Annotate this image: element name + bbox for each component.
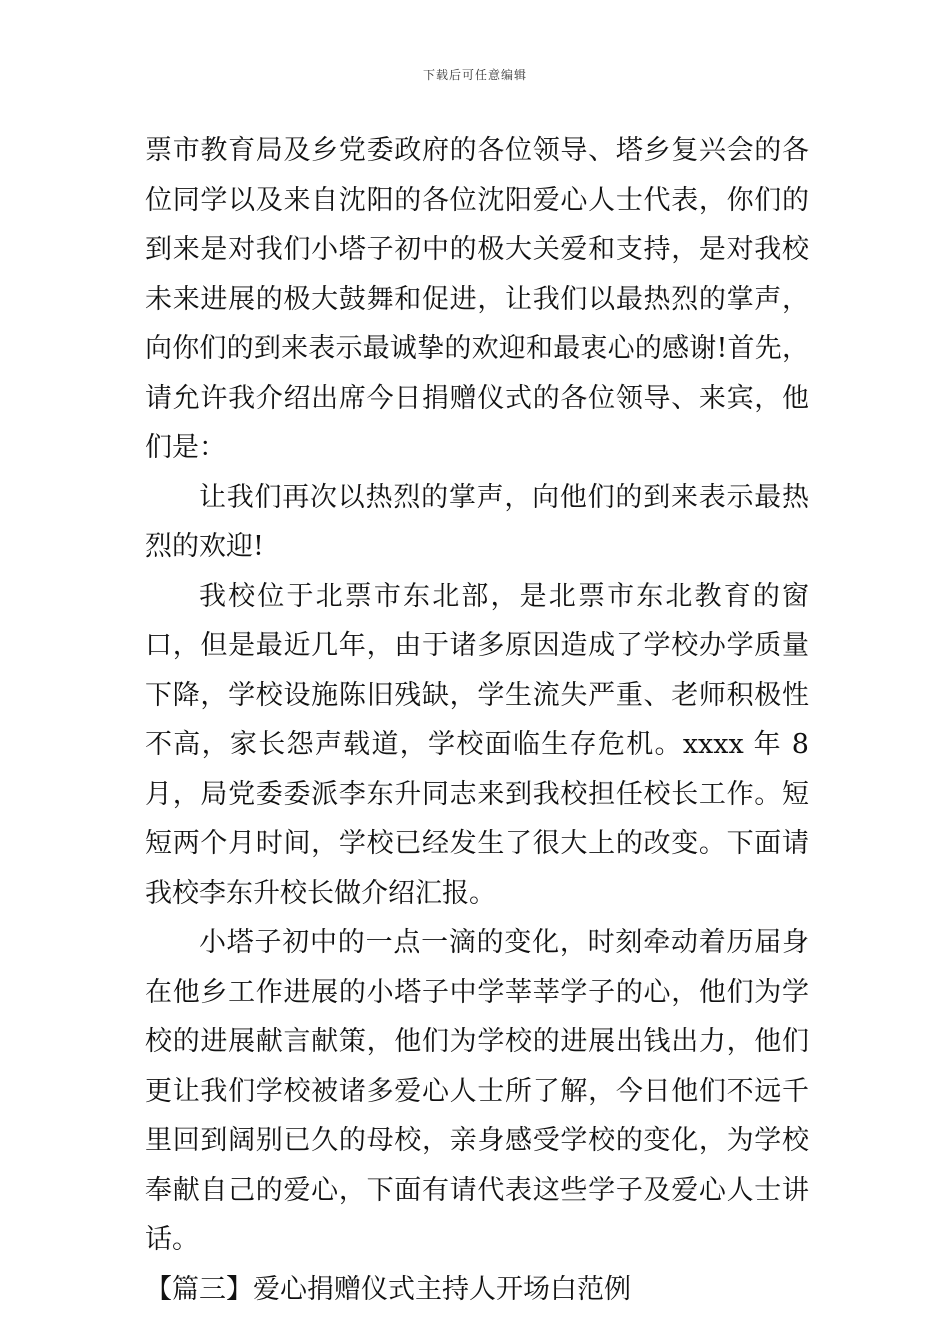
paragraph-continuation: 票市教育局及乡党委政府的各位领导、塔乡复兴会的各位同学以及来自沈阳的各位沈阳爱心人士代表，你们的到来是对我们小塔子初中的极大关爱和支持，是对我校未来进展的极大鼓舞和促进，让我们以最热烈的掌声，向你们的到来表示最诚挚的欢迎和最衷心的感谢!首先，请允许我介绍出席今日捐赠仪式的各位领导、来宾，他们是： bbox=[145, 135, 809, 463]
paragraph-welcome: 让我们再次以热烈的掌声，向他们的到来表示最热烈的欢迎! bbox=[145, 481, 809, 562]
paragraph-school-intro: 我校位于北票市东北部，是北票市东北教育的窗口，但是最近几年，由于诸多原因造成了学校办学质量下降，学校设施陈旧残缺，学生流失严重、老师积极性不高，家长怨声载道，学校面临生存危机。xxxx 年 8 月，局党委委派李东升同志来到我校担任校长工作。短短两个月时间，学校已经发生了很大上的改变。下面请我校李东升校长做介绍汇报。 bbox=[145, 580, 809, 909]
paragraph-alumni: 小塔子初中的一点一滴的变化，时刻牵动着历届身在他乡工作进展的小塔子中学莘莘学子的心，他们为学校的进展献言献策，他们为学校的进展出钱出力，他们更让我们学校被诸多爱心人士所了解，今日他们不远千里回到阔别已久的母校，亲身感受学校的变化，为学校奉献自己的爱心，下面有请代表这些学子及爱心人士讲话。 bbox=[145, 927, 809, 1255]
document-body bbox=[145, 126, 809, 1314]
header-note: 下载后可任意编辑 bbox=[422, 68, 527, 82]
section-heading: 【篇三】爱心捐赠仪式主持人开场白范例 bbox=[145, 1273, 631, 1305]
